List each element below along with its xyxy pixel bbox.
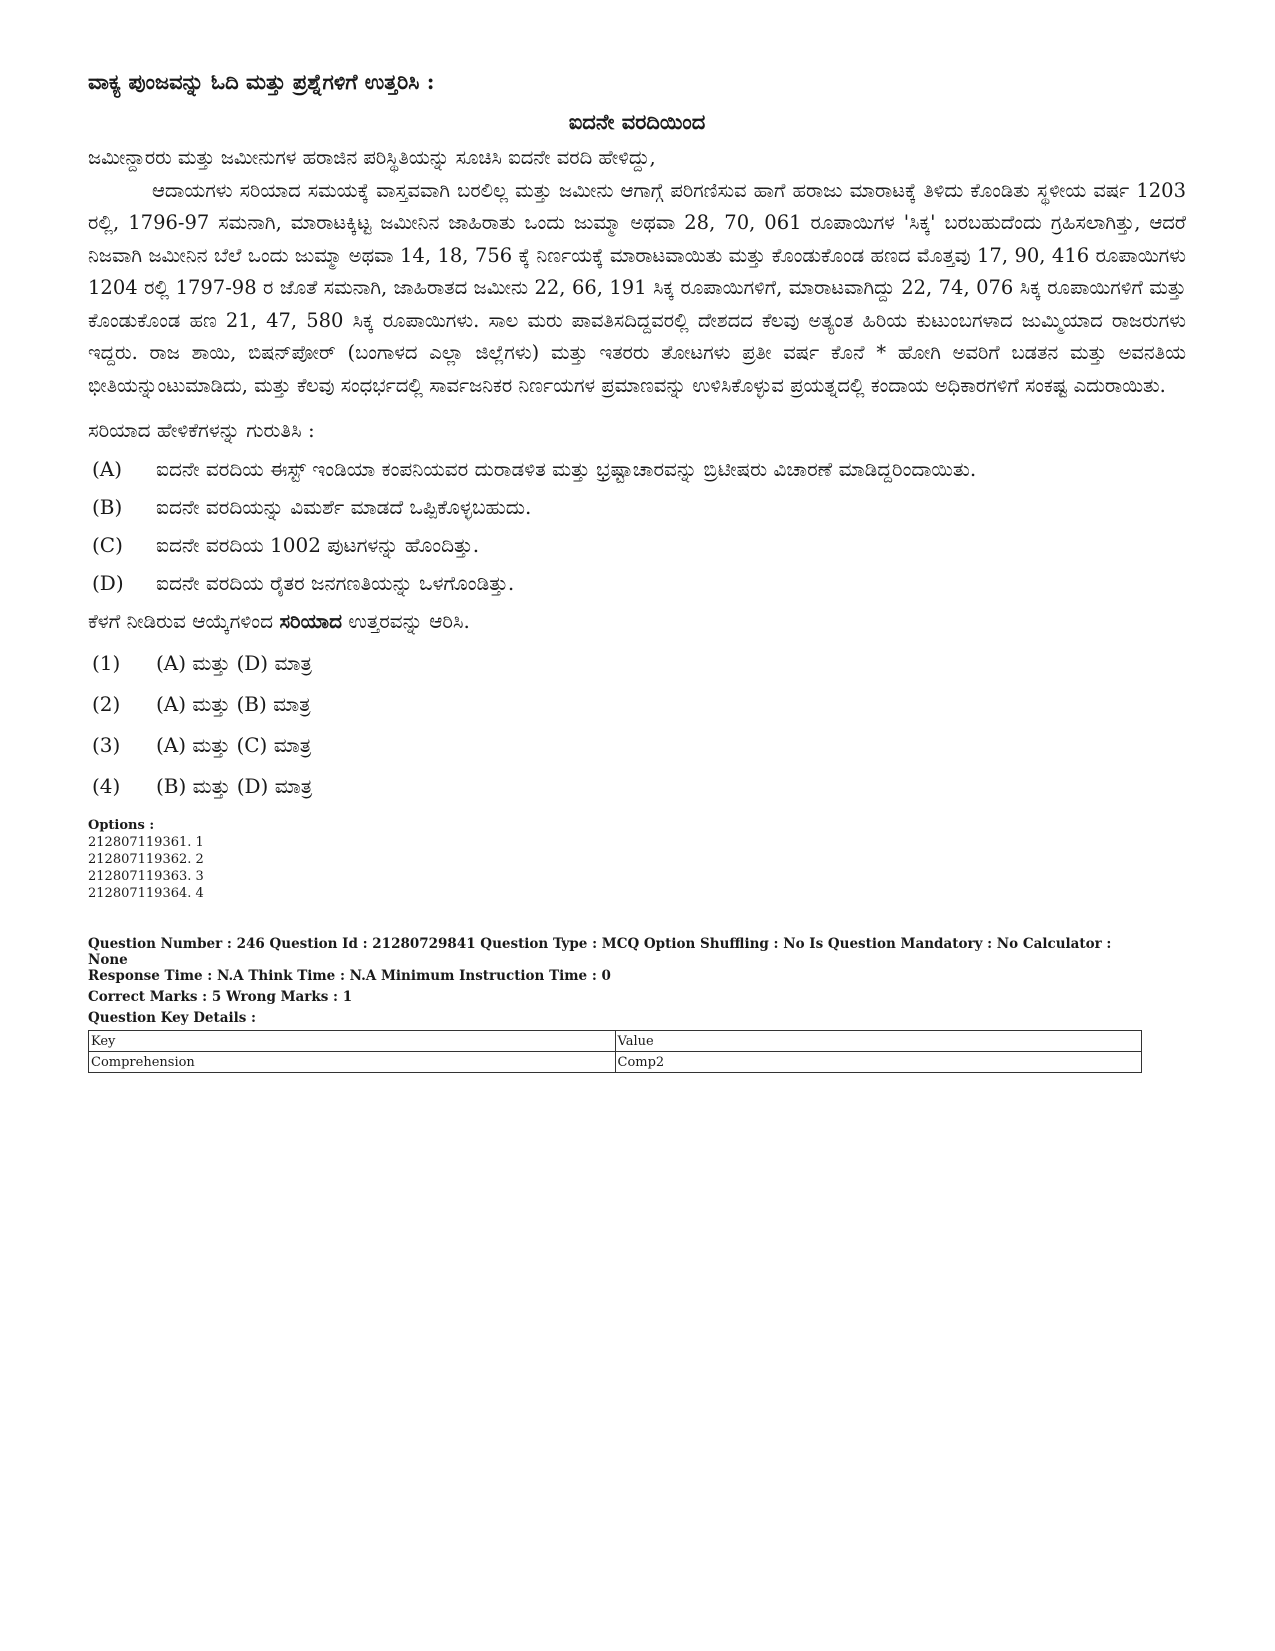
choice-label: (3) — [92, 733, 121, 757]
choice-text: (B) ಮತ್ತು (D) ಮಾತ್ರ — [156, 774, 313, 798]
statement-a — [88, 452, 1186, 486]
choice-label: (1) — [92, 651, 121, 675]
choice-label: (2) — [92, 692, 121, 716]
choice-2[interactable] — [88, 685, 1186, 723]
marks-line: Correct Marks : 5 Wrong Marks : 1 — [88, 989, 353, 1005]
choice-text: (A) ಮತ್ತು (D) ಮಾತ್ರ — [156, 651, 312, 675]
choice-text: (A) ಮತ್ತು (B) ಮಾತ್ರ — [156, 692, 311, 716]
choice-prompt-before: ಕೆಳಗೆ ನೀಡಿರುವ ಆಯ್ಕೆಗಳಿಂದ — [88, 609, 280, 633]
statement-text: ಐದನೇ ವರದಿಯನ್ನು ವಿಮರ್ಶೆ ಮಾಡದೆ ಒಪ್ಪಿಕೊಳ್ಳಬಹುದು. — [156, 495, 532, 519]
meta-line-2: Response Time : N.A Think Time : N.A Minimum Instruction Time : 0 — [88, 968, 611, 984]
choice-label: (4) — [92, 774, 121, 798]
statement-label: (C) — [92, 533, 123, 557]
key-details-table — [88, 1030, 1142, 1073]
table-header-row — [89, 1031, 1142, 1052]
question-meta — [88, 936, 1148, 1026]
options-heading: Options : — [88, 818, 155, 833]
question-page — [88, 66, 1186, 1073]
statement-label: (A) — [92, 457, 123, 481]
statement-text: ಐದನೇ ವರದಿಯ 1002 ಪುಟಗಳನ್ನು ಹೊಂದಿತ್ತು. — [156, 533, 480, 557]
choice-4[interactable] — [88, 767, 1186, 805]
table-header-key: Key — [89, 1031, 616, 1052]
table-row — [89, 1052, 1142, 1073]
choice-list — [88, 644, 1186, 805]
passage — [88, 142, 1186, 402]
table-header-value: Value — [615, 1031, 1142, 1052]
statement-b — [88, 490, 1186, 524]
option-id-3: 212807119363. 3 — [88, 869, 204, 884]
passage-title: ಐದನೇ ವರದಿಯಿಂದ — [568, 109, 706, 134]
statement-label: (B) — [92, 495, 123, 519]
passage-body: ಆದಾಯಗಳು ಸರಿಯಾದ ಸಮಯಕ್ಕೆ ವಾಸ್ತವವಾಗಿ ಬರಲಿಲ್ಲ ಮತ್ತು ಜಮೀನು ಆಗಾಗ್ಗೆ ಪರಿಗಣಿಸುವ ಹಾಗೆ ಹರಾಜು ಮಾರಾಟಕ್ಕೆ ತಿಳಿದು ಕೊಂಡಿತು ಸ್ಥಳೀಯ ವರ್ಷ 1203 ರಲ್ಲಿ, 1796-97 ಸಮನಾಗಿ, ಮಾರಾಟಕ್ಕಿಟ್ಟ ಜಮೀನಿನ ಜಾಹಿರಾತು ಒಂದು ಜುಮ್ಮಾ ಅಥವಾ 28, 70, 061 ರೂಪಾಯಿಗಳ 'ಸಿಕ್ಕ' ಬರಬಹುದೆಂದು ಗ್ರಹಿಸಲಾಗಿತ್ತು, ಆದರೆ ನಿಜವಾಗಿ ಜಮೀನಿನ ಬೆಲೆ ಒಂದು ಜುಮ್ಮಾ ಅಥವಾ 14, 18, 756 ಕ್ಕೆ ನಿರ್ಣಯಕ್ಕೆ ಮಾರಾಟವಾಯಿತು ಮತ್ತು ಕೊಂಡುಕೊಂಡ ಹಣದ ಮೊತ್ತವು 17, 90, 416 ರೂಪಾಯಿಗಳು 1204 ರಲ್ಲಿ 1797-98 ರ ಜೊತೆ ಸಮನಾಗಿ, ಜಾಹಿರಾತದ ಜಮೀನು 22, 66, 191 ಸಿಕ್ಕ ರೂಪಾಯಿಗಳಿಗೆ, ಮಾರಾಟವಾಗಿದ್ದು 22, 74, 076 ಸಿಕ್ಕ ರೂಪಾಯಿಗಳಿಗೆ ಮತ್ತು ಕೊಂಡುಕೊಂಡ ಹಣ 21, 47, 580 ಸಿಕ್ಕ ರೂಪಾಯಿಗಳು. ಸಾಲ ಮರು ಪಾವತಿಸದಿದ್ದವರಲ್ಲಿ ದೇಶದದ ಕೆಲವು ಅತ್ಯಂತ ಹಿರಿಯ ಕುಟುಂಬಗಳಾದ ಜುಮ್ಮಿಯಾದ ರಾಜರುಗಳು ಇದ್ದರು. ರಾಜ ಶಾಯಿ, ಬಿಷನ್‌ಪೋರ್ (ಬಂಗಾಳದ ಎಲ್ಲಾ ಜಿಲ್ಲೆಗಳು) ಮತ್ತು ಇತರರು ತೋಟಗಳು ಪ್ರತೀ ವರ್ಷ ಕೊನೆ * ಹೋಗಿ ಅವರಿಗೆ ಬಡತನ ಮತ್ತು ಅವನತಿಯ ಭೀತಿಯನ್ನುಂಟುಮಾಡಿದು, ಮತ್ತು ಕೆಲವು ಸಂಧರ್ಭದಲ್ಲಿ ಸಾರ್ವಜನಿಕರ ನಿರ್ಣಯಗಳ ಪ್ರಮಾಣವನ್ನು ಉಳಿಸಿಕೊಳ್ಳುವ ಪ್ರಯತ್ನದಲ್ಲಿ ಕಂದಾಯ ಅಧಿಕಾರಗಳಿಗೆ ಸಂಕಷ್ಟ ಎದುರಾಯಿತು. — [88, 178, 1186, 397]
statement-text: ಐದನೇ ವರದಿಯ ರೈತರ ಜನಗಣತಿಯನ್ನು ಒಳಗೊಂಡಿತ್ತು. — [156, 571, 515, 595]
choice-text: (A) ಮತ್ತು (C) ಮಾತ್ರ — [156, 733, 312, 757]
instruction-heading: ವಾಕ್ಯ ಪುಂಜವನ್ನು ಓದಿ ಮತ್ತು ಪ್ರಶ್ನೆಗಳಿಗೆ ಉತ್ತರಿಸಿ : — [88, 69, 435, 94]
option-id-1: 212807119361. 1 — [88, 835, 204, 850]
choice-prompt-bold: ಸರಿಯಾದ — [279, 609, 343, 633]
statement-label: (D) — [92, 571, 124, 595]
choice-1[interactable] — [88, 644, 1186, 682]
choice-3[interactable] — [88, 726, 1186, 764]
statement-list — [88, 452, 1186, 600]
statements-prompt: ಸರಿಯಾದ ಹೇಳಿಕೆಗಳನ್ನು ಗುರುತಿಸಿ : — [88, 418, 315, 442]
table-cell-key: Comprehension — [89, 1052, 616, 1073]
statement-text: ಐದನೇ ವರದಿಯ ಈಸ್ಟ್ ಇಂಡಿಯಾ ಕಂಪನಿಯವರ ದುರಾಡಳಿತ ಮತ್ತು ಭ್ರಷ್ಟಾಚಾರವನ್ನು ಬ್ರಿಟೀಷರು ವಿಚಾರಣೆ ಮಾಡಿದ್ದರಿಂದಾಯಿತು. — [156, 457, 977, 481]
options-block — [88, 817, 1186, 902]
statement-c — [88, 528, 1186, 562]
choice-prompt — [88, 604, 1186, 638]
choice-prompt-after: ಉತ್ತರವನ್ನು ಆರಿಸಿ. — [342, 609, 470, 633]
meta-line-1: Question Number : 246 Question Id : 21280729841 Question Type : MCQ Option Shuffling : No Is Question Mandatory : No Calculator : None — [88, 936, 1112, 968]
statement-d — [88, 566, 1186, 600]
table-cell-value: Comp2 — [615, 1052, 1142, 1073]
option-id-4: 212807119364. 4 — [88, 886, 204, 901]
passage-first-line: ಜಮೀನ್ದಾರರು ಮತ್ತು ಜಮೀನುಗಳ ಹರಾಜಿನ ಪರಿಸ್ಥಿತಿಯನ್ನು ಸೂಚಿಸಿ ಐದನೇ ವರದಿ ಹೇಳಿದ್ದು, — [88, 146, 656, 169]
option-id-2: 212807119362. 2 — [88, 852, 204, 867]
key-details-label: Question Key Details : — [88, 1010, 257, 1026]
